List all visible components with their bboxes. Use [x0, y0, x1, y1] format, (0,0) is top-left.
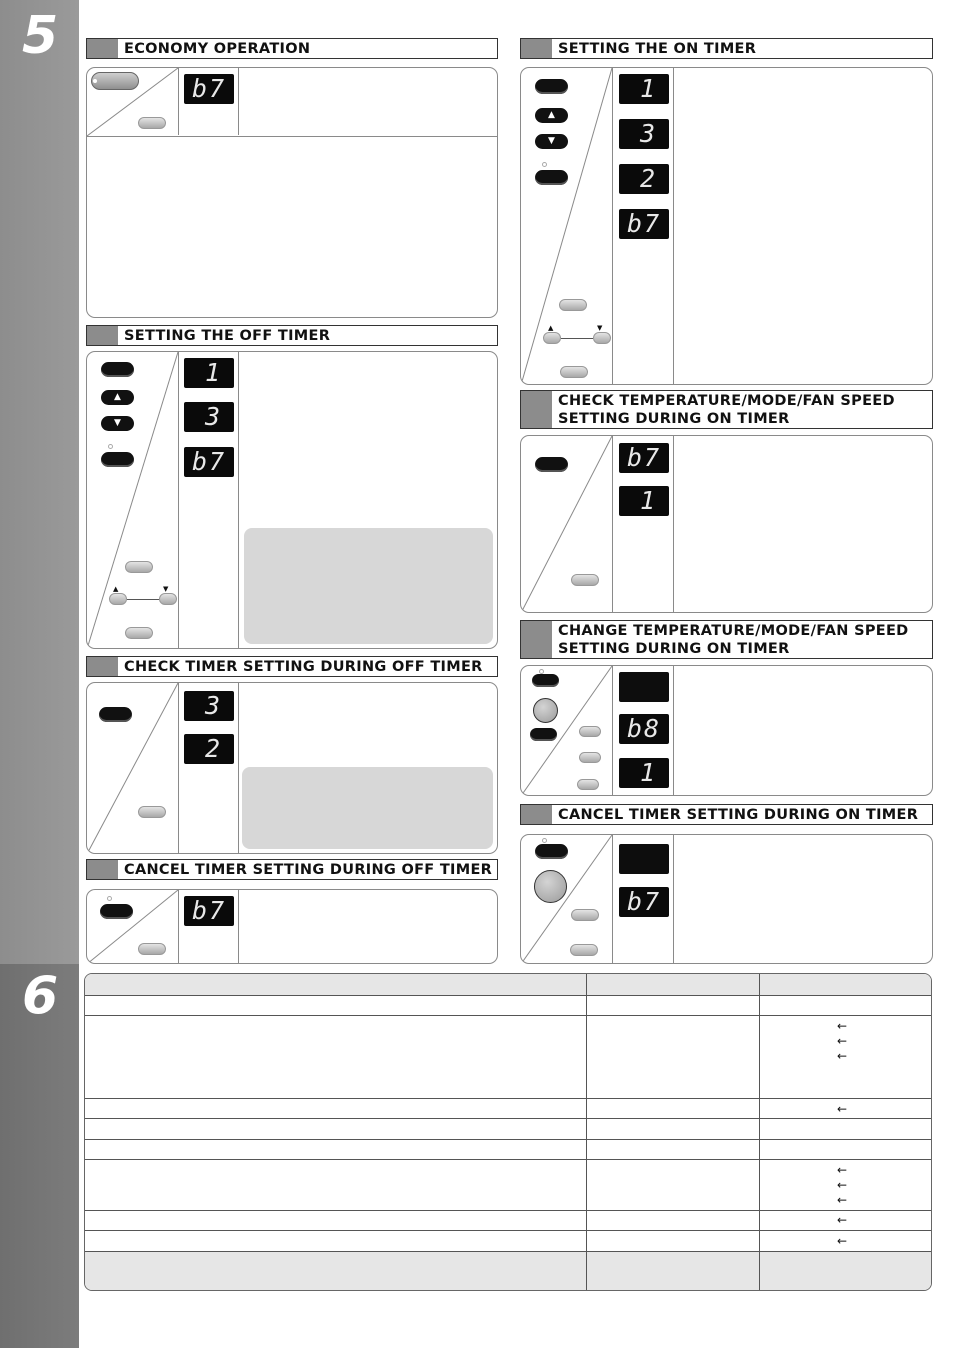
section-heading-cancel-on	[520, 804, 933, 825]
lcd-display: b7	[184, 74, 234, 104]
mode-dial-button[interactable]	[534, 870, 567, 903]
arrow-left-icon: ←	[837, 1102, 848, 1116]
panel-on-timer	[520, 67, 933, 385]
section-title-line: CHECK TEMPERATURE/MODE/FAN SPEED	[558, 393, 895, 409]
section-title: SETTING THE ON TIMER	[558, 41, 757, 57]
lcd-display: b7	[184, 896, 234, 926]
section-heading-economy	[86, 38, 498, 59]
panel-economy	[86, 67, 498, 318]
up-arrow-icon: ▲	[548, 324, 554, 332]
section-title-line: SETTING DURING ON TIMER	[558, 411, 790, 427]
note-box	[242, 767, 493, 849]
chapter-number-6: 6	[22, 966, 59, 1026]
section-title-line: CHANGE TEMPERATURE/MODE/FAN SPEED	[558, 623, 909, 639]
lcd-display: b8	[619, 714, 669, 744]
arrow-left-icon: ←	[837, 1234, 848, 1248]
timer-button[interactable]	[535, 79, 568, 94]
chapter-number-5: 5	[22, 6, 59, 66]
cancel-button[interactable]	[535, 844, 568, 859]
table-row	[85, 1118, 931, 1139]
heading-square	[87, 39, 118, 58]
section-title	[558, 622, 909, 658]
heading-square	[87, 657, 118, 676]
lcd-display: 1	[619, 486, 669, 516]
lcd-display: 3	[184, 691, 234, 721]
table-row	[85, 1251, 931, 1291]
heading-square	[521, 391, 552, 428]
section-title: CHECK TIMER SETTING DURING OFF TIMER	[124, 659, 483, 675]
remote-button[interactable]	[579, 726, 601, 737]
remote-button[interactable]	[579, 752, 601, 763]
lcd-display	[619, 844, 669, 874]
indicator-dot-icon	[542, 162, 547, 167]
lcd-display: b7	[619, 209, 669, 239]
indicator-dot-icon	[107, 896, 112, 901]
lcd-display: 1	[184, 358, 234, 388]
set-button[interactable]	[530, 728, 557, 741]
remote-button[interactable]	[138, 117, 166, 129]
section-title: CANCEL TIMER SETTING DURING OFF TIMER	[124, 862, 493, 878]
lcd-display: b7	[184, 447, 234, 477]
lcd-display: 3	[184, 402, 234, 432]
up-arrow-button[interactable]: ▲	[101, 390, 134, 405]
up-arrow-button[interactable]: ▲	[535, 108, 568, 123]
remote-button-left[interactable]	[543, 332, 561, 344]
heading-square	[87, 326, 118, 345]
remote-button[interactable]	[571, 574, 599, 586]
arrow-left-icon: ←	[837, 1049, 848, 1063]
remote-button[interactable]	[560, 366, 588, 378]
down-arrow-button[interactable]: ▼	[535, 134, 568, 149]
remote-button-right[interactable]	[593, 332, 611, 344]
table-row	[85, 1230, 931, 1251]
table-row	[85, 995, 931, 1015]
lcd-display: 2	[619, 164, 669, 194]
heading-square	[521, 39, 552, 58]
section-heading-check-on	[520, 390, 933, 429]
arrow-left-icon: ←	[837, 1193, 848, 1207]
heading-square	[87, 860, 118, 879]
section-title: ECONOMY OPERATION	[124, 41, 311, 57]
table-row	[85, 1139, 931, 1159]
panel-check-on	[520, 435, 933, 613]
remote-button-left[interactable]	[109, 593, 127, 605]
lcd-display: 2	[184, 734, 234, 764]
table-header-row	[85, 974, 931, 995]
lcd-display: 3	[619, 119, 669, 149]
arrow-left-icon: ←	[837, 1034, 848, 1048]
section-title: CANCEL TIMER SETTING DURING ON TIMER	[558, 807, 919, 823]
set-button[interactable]	[101, 452, 134, 467]
section-heading-check-off	[86, 656, 498, 677]
remote-button[interactable]	[577, 779, 599, 790]
table-row	[85, 1210, 931, 1230]
section-title	[558, 392, 895, 428]
note-box	[244, 528, 493, 644]
lcd-display: b7	[619, 887, 669, 917]
section-heading-on-timer	[520, 38, 933, 59]
arrow-left-icon: ←	[837, 1178, 848, 1192]
table-row	[85, 1015, 931, 1098]
timer-button[interactable]	[101, 362, 134, 377]
section-heading-cancel-off	[86, 859, 498, 880]
remote-button[interactable]	[125, 627, 153, 639]
panel-change-on	[520, 665, 933, 796]
panel-off-timer	[86, 351, 498, 649]
down-arrow-icon: ▼	[163, 585, 169, 593]
indicator-dot-icon	[108, 444, 113, 449]
remote-button[interactable]	[559, 299, 587, 311]
remote-button[interactable]	[138, 943, 166, 955]
arrow-left-icon: ←	[837, 1213, 848, 1227]
table-row	[85, 1098, 931, 1118]
diagonal-divider	[87, 890, 179, 964]
remote-button[interactable]	[571, 909, 599, 921]
lcd-display	[619, 672, 669, 702]
timer-button[interactable]	[99, 707, 132, 722]
heading-square	[521, 805, 552, 824]
arrow-left-icon: ←	[837, 1019, 848, 1033]
arrow-left-icon: ←	[837, 1163, 848, 1177]
panel-check-off	[86, 682, 498, 854]
up-arrow-icon: ▲	[113, 585, 119, 593]
section-title: SETTING THE OFF TIMER	[124, 328, 331, 344]
panel-cancel-on	[520, 834, 933, 964]
section-title-line: SETTING DURING ON TIMER	[558, 641, 790, 657]
set-button[interactable]	[535, 170, 568, 185]
down-arrow-icon: ▼	[597, 324, 603, 332]
timer-button[interactable]	[535, 457, 568, 472]
panel-cancel-off	[86, 889, 498, 964]
troubleshooting-table	[84, 973, 932, 1291]
mode-dial-button[interactable]	[533, 698, 558, 723]
remote-button[interactable]	[125, 561, 153, 573]
down-arrow-button[interactable]: ▼	[101, 416, 134, 431]
indicator-dot-icon	[542, 838, 547, 843]
lcd-display: 1	[619, 74, 669, 104]
table-row	[85, 1159, 931, 1210]
remote-button-right[interactable]	[159, 593, 177, 605]
section-heading-off-timer	[86, 325, 498, 346]
lcd-display: b7	[619, 443, 669, 473]
remote-button[interactable]	[138, 806, 166, 818]
heading-square	[521, 621, 552, 658]
remote-button[interactable]	[570, 944, 598, 956]
timer-button[interactable]	[532, 674, 559, 687]
section-heading-change-on	[520, 620, 933, 659]
lcd-display: 1	[619, 758, 669, 788]
cancel-button[interactable]	[100, 904, 133, 919]
economy-button[interactable]	[91, 72, 139, 90]
